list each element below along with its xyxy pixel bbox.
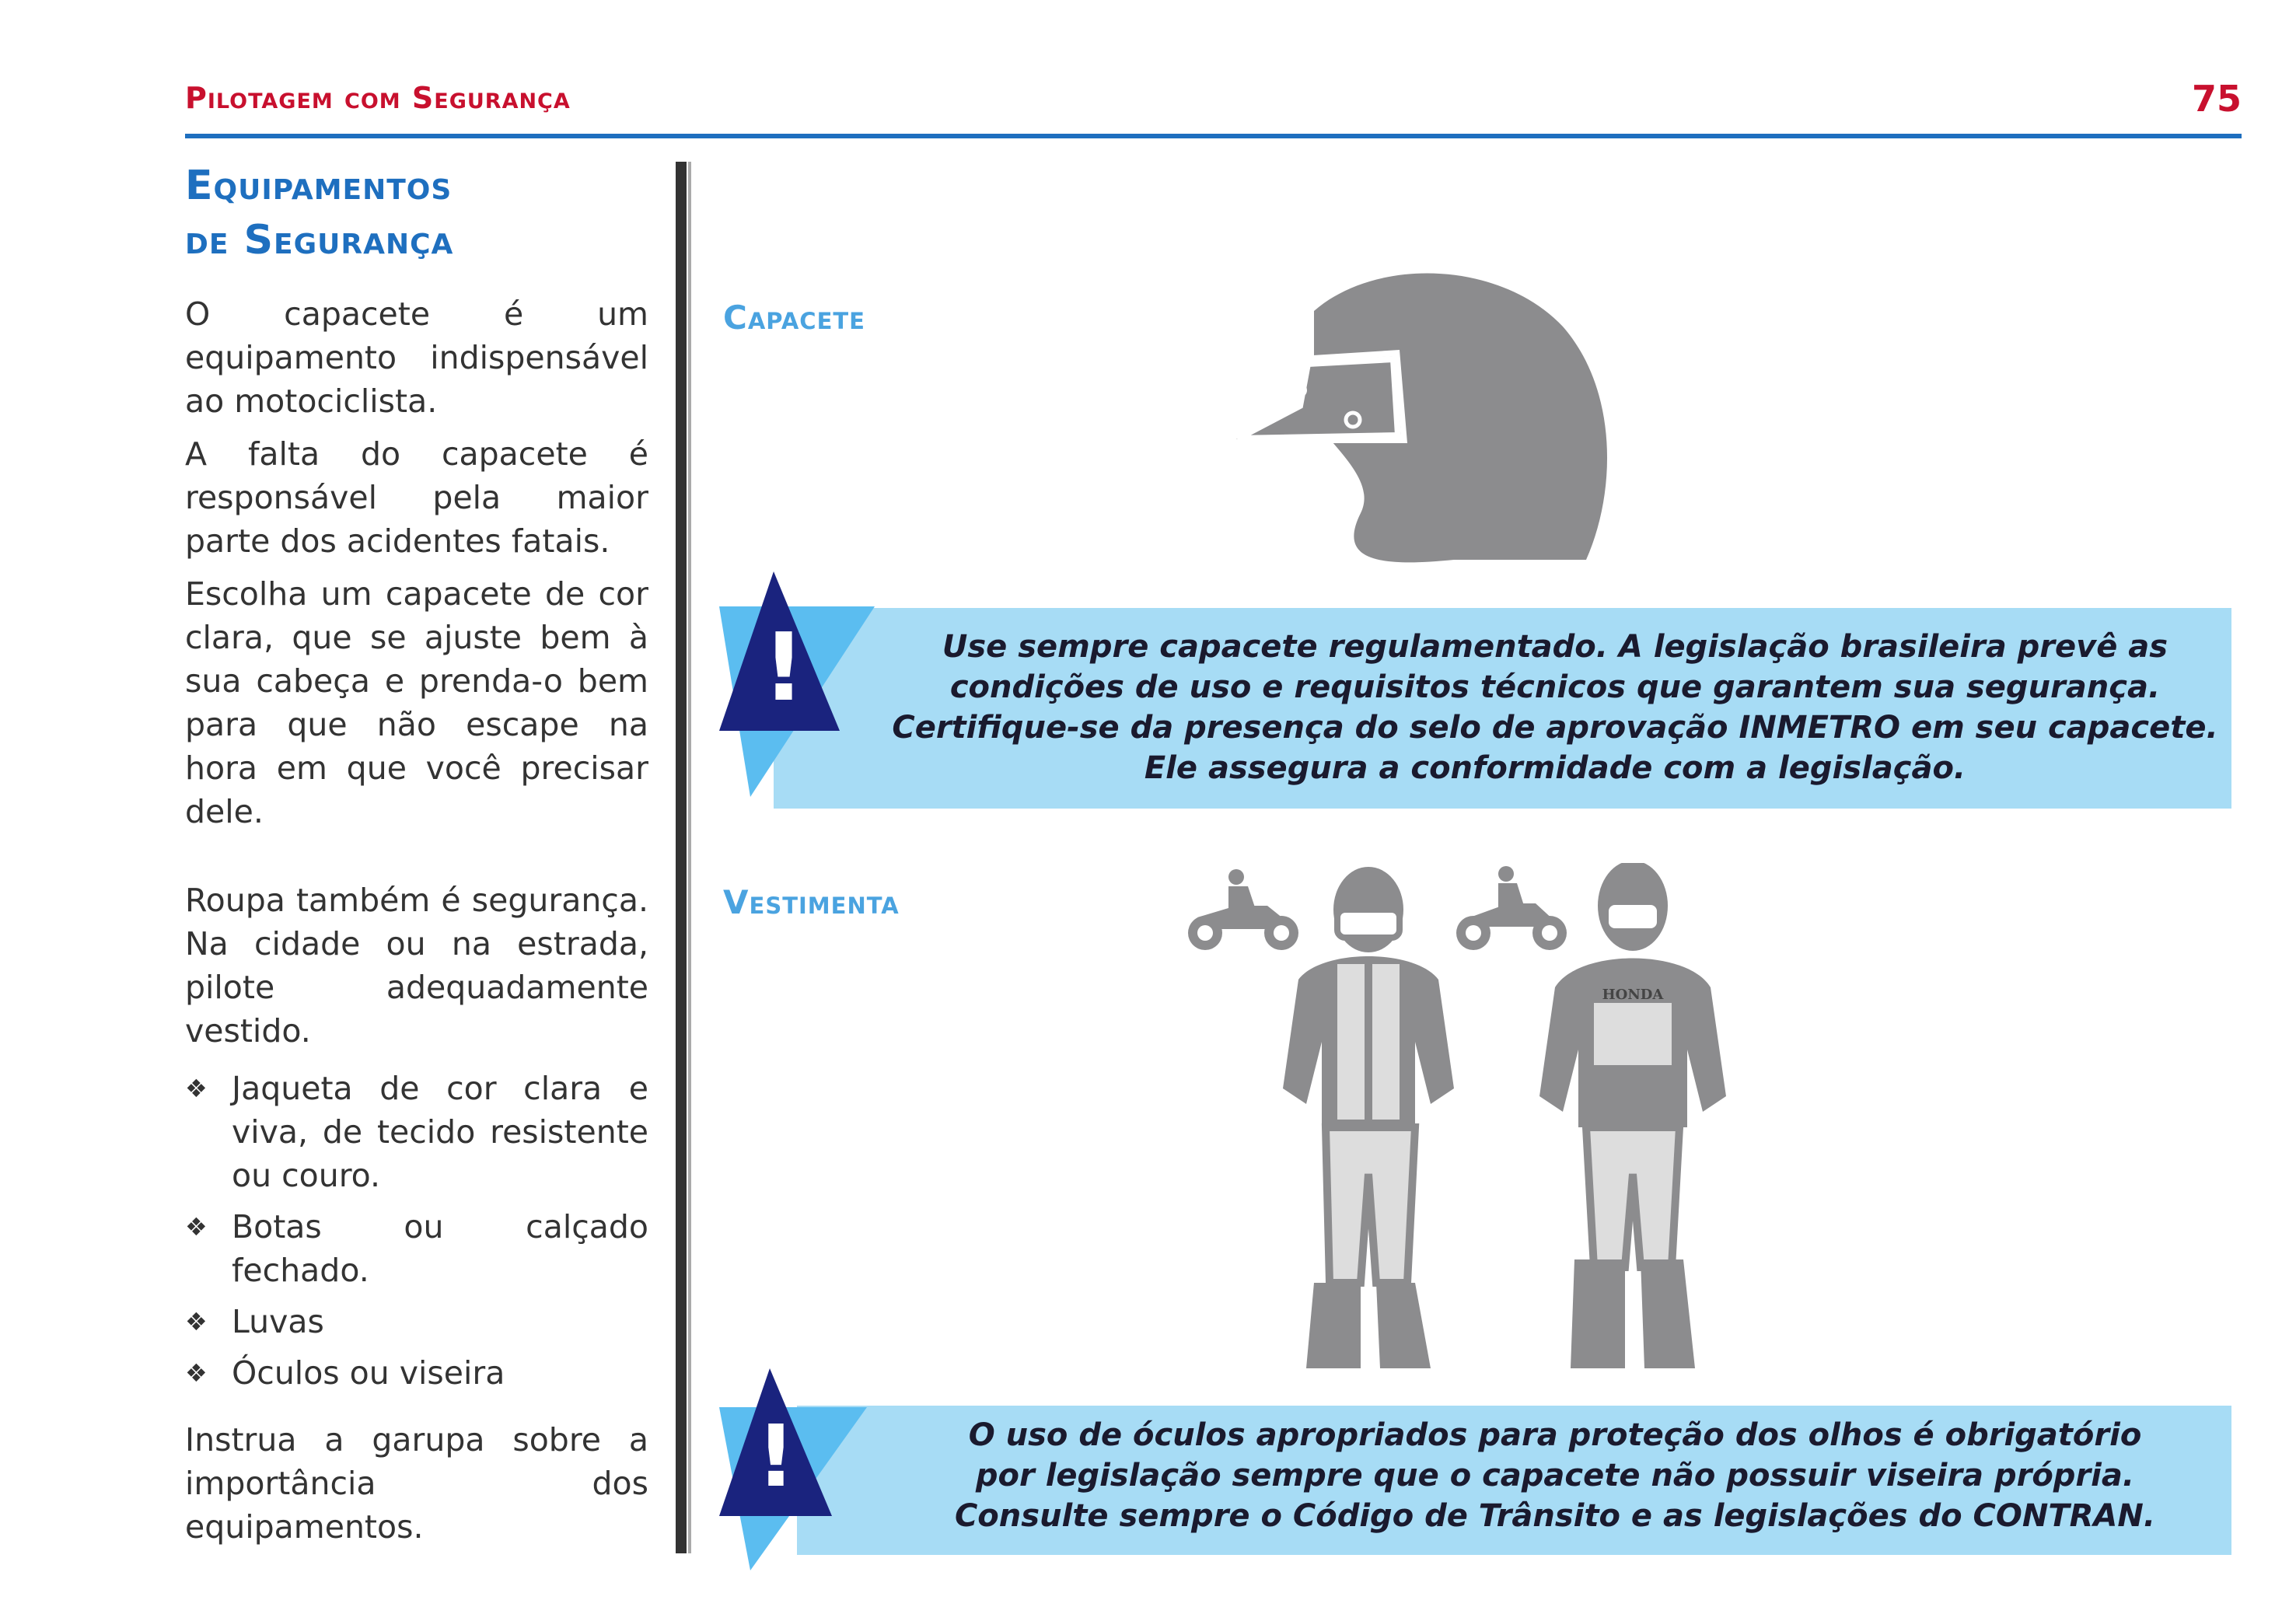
left-column-clothing-text xyxy=(185,879,648,1558)
bullet-icon: ❖ xyxy=(185,1074,208,1103)
running-header-text: Pilotagem com Segurança xyxy=(185,81,571,115)
notice-line: Certifique-se da presença do selo de aprovação INMETRO em seu capacete. xyxy=(892,710,2218,746)
header-rule xyxy=(185,134,2242,138)
bullet-icon: ❖ xyxy=(185,1307,208,1336)
section-title-line1: Equipamentos xyxy=(185,162,453,209)
riders-illustration xyxy=(1182,863,1742,1376)
helmet-illustration xyxy=(1221,264,1625,591)
equipment-list xyxy=(185,1067,648,1395)
section-title xyxy=(185,159,453,267)
exclamation-icon: ! xyxy=(756,1406,796,1506)
list-item xyxy=(185,1205,648,1292)
paragraph: Roupa também é segurança. Na cidade ou na estrada, pilote adequadamente vestido. xyxy=(185,882,648,1050)
capacete-notice-text xyxy=(879,627,2231,788)
bullet-icon: ❖ xyxy=(185,1212,208,1242)
paragraph: Escolha um capacete de cor clara, que se ajuste bem à sua cabeça e prenda-o bem para que não escape na hora em que você precisar dele. xyxy=(185,575,648,830)
column-divider-shadow xyxy=(688,162,691,1553)
exclamation-icon: ! xyxy=(762,614,806,722)
page-number: 75 xyxy=(2191,78,2242,120)
capacete-label: Capacete xyxy=(723,299,865,337)
list-item-text: Jaqueta de cor clara e viva, de tecido resistente ou couro. xyxy=(232,1070,648,1194)
notice-line: O uso de óculos apropriados para proteção dos olhos é obrigatório xyxy=(968,1417,2142,1453)
paragraph: A falta do capacete é responsável pela maior parte dos acidentes fatais. xyxy=(185,435,648,560)
list-item xyxy=(185,1067,648,1197)
column-divider xyxy=(676,162,687,1553)
vestimenta-label: Vestimenta xyxy=(723,883,900,921)
bullet-icon: ❖ xyxy=(185,1358,208,1388)
notice-line: por legislação sempre que o capacete não possuir viseira própria. xyxy=(975,1458,2135,1493)
list-item xyxy=(185,1300,648,1343)
paragraph: O capacete é um equipamento indispensável ao motociclista. xyxy=(185,295,648,420)
left-column-helmet-text xyxy=(185,292,648,843)
list-item-text: Óculos ou viseira xyxy=(232,1354,505,1392)
list-item xyxy=(185,1351,648,1395)
section-title-line2: de Segurança xyxy=(185,217,454,264)
list-item-text: Botas ou calçado fechado. xyxy=(232,1208,648,1289)
paragraph: Instrua a garupa sobre a importância dos equipamentos. xyxy=(185,1421,648,1546)
list-item-text: Luvas xyxy=(232,1303,324,1340)
jersey-brand-text: HONDA xyxy=(1602,987,1664,1003)
vestimenta-notice-text xyxy=(902,1415,2208,1536)
notice-line: Use sempre capacete regulamentado. A legislação brasileira prevê as xyxy=(942,629,2168,665)
rider-street xyxy=(1283,867,1454,1368)
running-header xyxy=(185,81,571,115)
notice-line: Ele assegura a conformidade com a legislação. xyxy=(1144,750,1966,786)
rider-offroad xyxy=(1539,863,1726,1368)
notice-line: Consulte sempre o Código de Trânsito e as legislações do CONTRAN. xyxy=(954,1498,2156,1534)
notice-line: condições de uso e requisitos técnicos que garantem sua segurança. xyxy=(949,669,2161,705)
